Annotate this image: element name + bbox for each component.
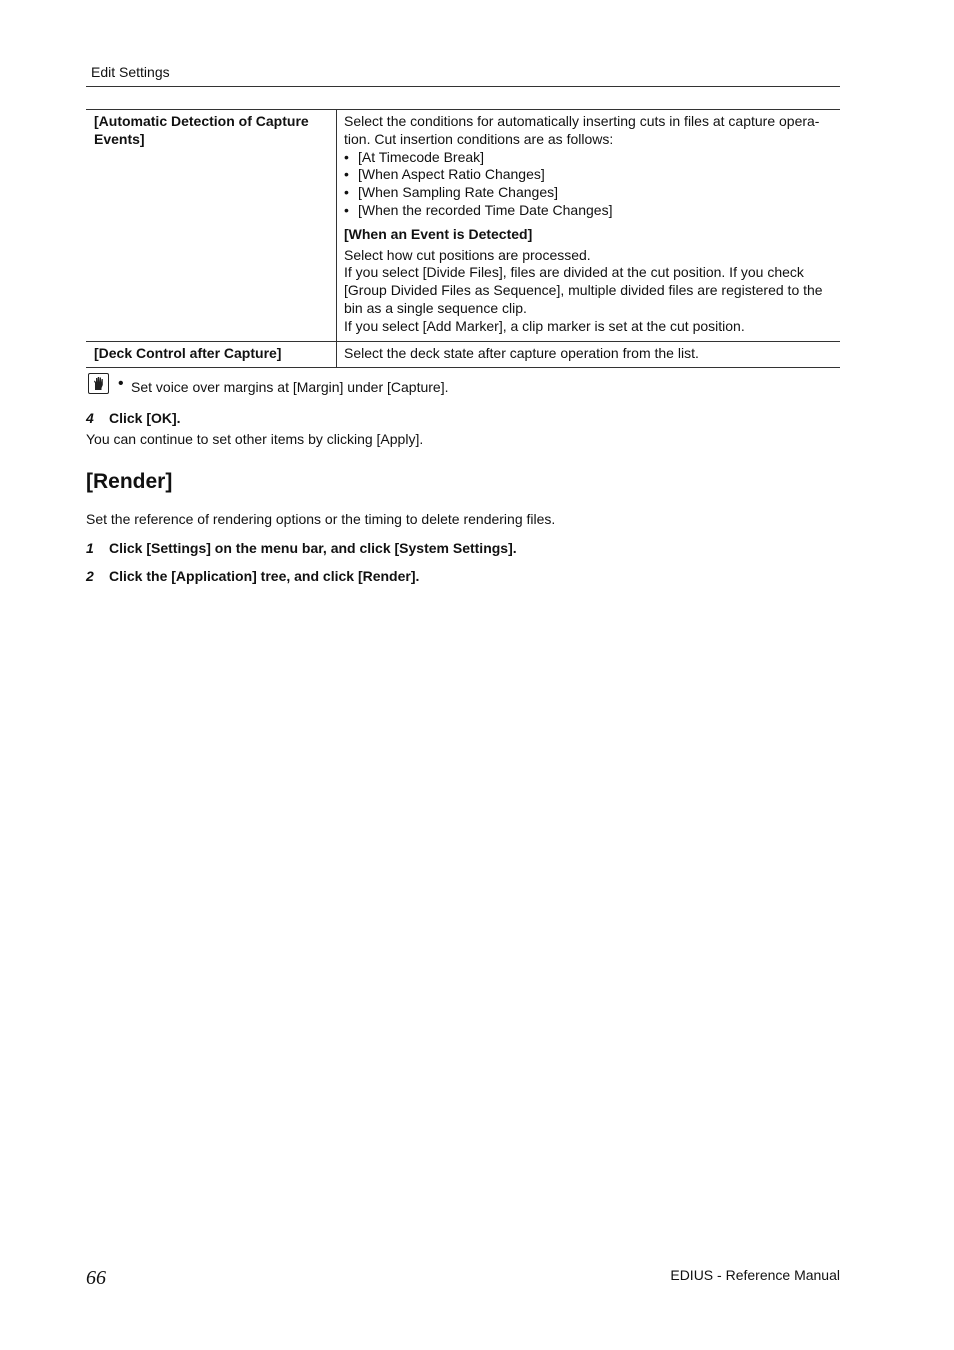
step-number: 4 (86, 410, 94, 426)
description-line: If you select [Add Marker], a clip marker is set at the cut position. (344, 317, 745, 334)
condition-list (344, 149, 832, 220)
list-item: • [When Aspect Ratio Changes] (344, 166, 832, 184)
step-2 (86, 568, 419, 584)
header-section-title: Edit Settings (91, 64, 170, 80)
description-line: Select how cut positions are processed. (344, 246, 591, 263)
description-line: bin as a single sequence clip. (344, 299, 527, 316)
description-line: tion. Cut insertion conditions are as follows: (344, 130, 614, 147)
step-label: Click the [Application] tree, and click [Render]. (109, 568, 420, 584)
step-1 (86, 540, 517, 556)
manual-title: EDIUS - Reference Manual (670, 1267, 840, 1283)
description-line: Select the conditions for automatically inserting cuts in files at capture opera- (344, 113, 820, 129)
step-4 (86, 410, 181, 426)
step-label: Click [OK]. (109, 410, 181, 426)
step-number: 1 (86, 540, 94, 556)
section-title-render: [Render] (86, 470, 173, 493)
setting-name: [Deck Control after Capture] (86, 341, 337, 368)
setting-name: [Automatic Detection of Capture Events] (86, 110, 337, 342)
subheading: [When an Event is Detected] (344, 225, 533, 242)
page-number: 66 (86, 1267, 106, 1289)
list-item: • [When Sampling Rate Changes] (344, 184, 832, 202)
bullet-icon: • (118, 375, 124, 392)
description-line: If you select [Divide Files], files are divided at the cut position. If you check (344, 264, 804, 281)
note-hand-icon (88, 373, 109, 394)
note-text: Set voice over margins at [Margin] under [Capture]. (131, 379, 449, 395)
render-intro: Set the reference of rendering options or the timing to delete rendering files. (86, 511, 556, 527)
step-label: Click [Settings] on the menu bar, and click [System Settings]. (109, 540, 517, 556)
description-line: [Group Divided Files as Sequence], multiple divided files are registered to the (344, 282, 823, 299)
step-4-description: You can continue to set other items by clicking [Apply]. (86, 431, 424, 447)
setting-description: Select the deck state after capture operation from the list. (337, 341, 841, 368)
list-item: • [When the recorded Time Date Changes] (344, 202, 832, 220)
setting-description (337, 110, 841, 342)
page-header (86, 62, 840, 87)
table-row (86, 110, 840, 342)
table-row (86, 341, 840, 368)
step-number: 2 (86, 568, 94, 584)
list-item: • [At Timecode Break] (344, 149, 832, 167)
settings-table (86, 109, 840, 368)
